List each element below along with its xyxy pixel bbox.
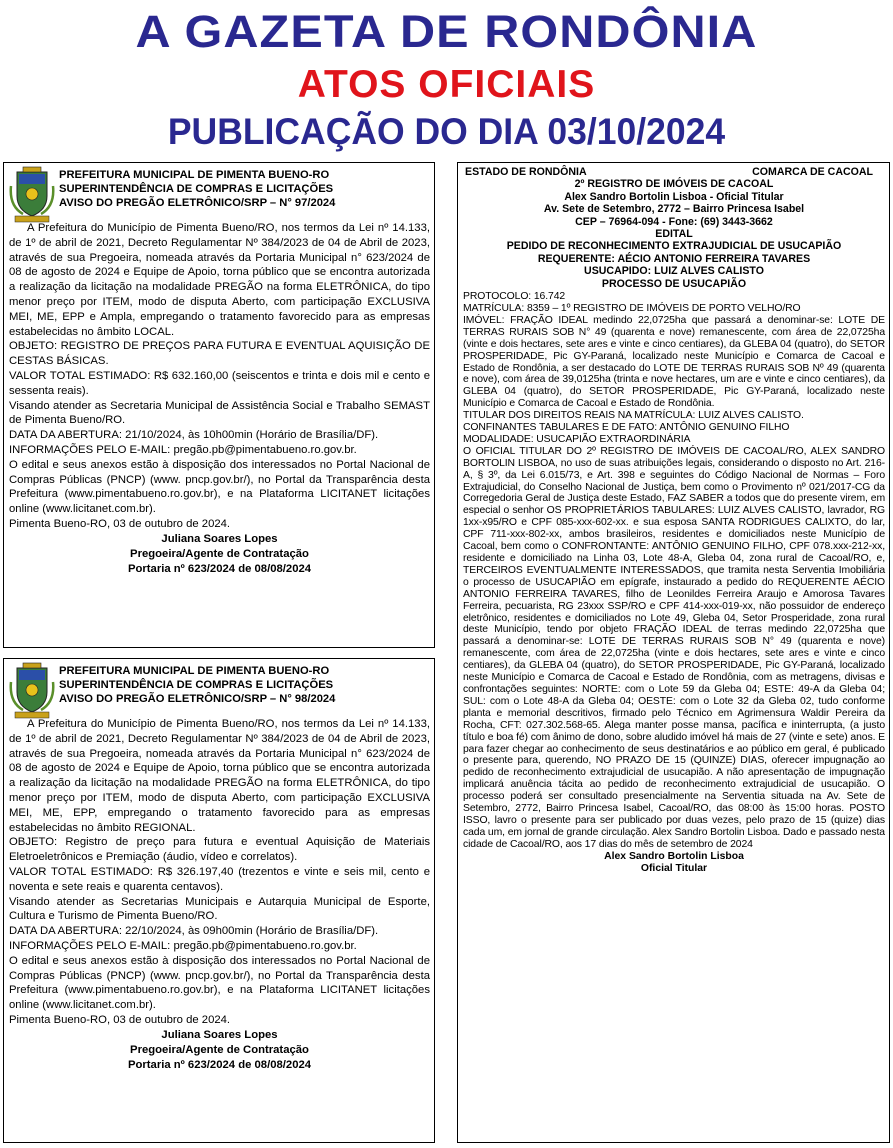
signature-role: Pregoeira/Agente de Contratação <box>130 1043 309 1056</box>
notice-header-line: AVISO DO PREGÃO ELETRÔNICO/SRP – N° 97/2024 <box>59 197 336 209</box>
municipal-crest-icon <box>9 662 55 720</box>
edital-requester: REQUERENTE: AÉCIO ANTONIO FERREIRA TAVARES <box>537 252 811 265</box>
registry-edital-box <box>457 162 890 1143</box>
signature-name: Juliana Soares Lopes <box>161 1028 278 1041</box>
notice-paragraph: DATA DA ABERTURA: 21/10/2024, às 10h00min (Horário de Brasília/DF). <box>9 429 379 442</box>
publication-date: PUBLICAÇÃO DO DIA 03/10/2024 <box>167 111 726 152</box>
registry-paragraph: CONFINANTES TABULARES E DE FATO: ANTÔNIO GENUINO FILHO <box>463 422 790 434</box>
registry-paragraph: O OFICIAL TITULAR DO 2º REGISTRO DE IMÓVEIS DE CACOAL/RO, ALEX SANDRO BORTOLIN LISBOA, no uso de suas atribuições legais, considerando o disposto no Art. 216-A, § 3º, da Lei 6.015/73, e Art. 398 e seguintes do Código Nacional de Normas – Foro Extrajudicial, do Conselho Nacional de Justiça, bem como o Provimento nº 021/2017-CG da Corregedoria Geral de Justiça deste Estado, FAZ SABER a todos que do presente virem, em especial o senhor OS PROPRIETÁRIOS TABULARES: LUIZ ALVES CALISTO, lavrador, RG 1xx-x95/RO e CPF 085-xxx-602-xx. e sua esposa SANTA RODRIGUES CALIXTO, do lar, CPF 711-xxx-802-xx, ambos brasileiros, residentes e domiciliados neste Município de Cacoal, bem como o CONFRONTANTE: ANTÔNIO GENUINO FILHO, CPF 078.xxx-212-xx, residente e domiciliado na Linha 03, Lote 48-A, Gleba 04, zona rural de Cacoal/RO, e, TERCEIROS EVENTUALMENTE INTERESSADOS, que tramita nesta Serventia Imobiliária o processo de USUCAPIÃO em epígrafe, instaurado a pedido do REQUERENTE AÉCIO ANTONIO FERREIRA TAVARES, filho de Leonildes Ferreira Araujo e Amorosa Tavares Ferreira, pecuarista, RG 23xxx SSP/RO e CPF 414-xxx-019-xx, não possuidor de endereço eletrônico, residentes e domiciliados no Lote 49, Gleba 04, Setor Prosperidade, zona rural deste Município, tendo por objeto FRAÇÃO IDEAL de terras medindo 22,0725ha que passará a denominar-se: LOTE DE TERRAS RURAIS SOB N° 49 (quarenta e nove) remanescente, com área de 22,0725ha (vinte e dois hectares, sete ares e vinte e cinco centiares), da GLEBA 04 (quatro), do SETOR PROSPERIDADE, Pic GY-Paraná, localizado neste Município e Comarca de Cacoal e Estado de Rondônia, com as metragens, divisas e confrontações seguintes: NORTE: com o Lote 59 da Gleba 04; ESTE: 49-A da Gleba 04; SUL: com o Lote 48-A da Gleba 04; OESTE: com o Lote 32 da Gleba 02, tudo conforme planta e memorial descritivos, firmado pelo Técnico em Agrimensura Waldir Pereira da Rocha, CFT: 027.302.568-65. Alega manter posse mansa, pacífica e ininterrupta, (a justo título e boa fé) com ânimo de dono, sobre aludido imóvel há mais de 27 (vinte e sete) anos. E para fazer chegar ao conhecimento de seus destinatários e ao público em geral, é publicado o presente para, querendo, NO PRAZO DE 15 (QUINZE) DIAS, oferecer impugnação ao pedido de reconhecimento extrajudicial de usucapião. A não apresentação de impugnação implicará anuência tácita ao pedido de reconhecimento extrajudicial de usucapião. O processo poderá ser consultado presencialmente na Serventia situada na Av. Sete de Setembro, 2772, Bairro Princesa Isabel, Cacoal/RO, das 08:00 às 15:00 horas. POSTO ISSO, lavro o presente para ser publicado por duas vezes, pelo prazo de 15 (quize) dias cada um, em jornal de grande circulação. Alex Sandro Bortolin Lisboa. Dado e passado nesta cidade de Cacoal/RO, aos 17 dias do mês de setembro de 2024 <box>463 445 885 850</box>
notice-body <box>9 221 430 532</box>
newspaper-title: A GAZETA DE RONDÔNIA <box>135 6 758 57</box>
signature-role: Oficial Titular <box>640 862 708 874</box>
notice-header-line: SUPERINTENDÊNCIA DE COMPRAS E LICITAÇÕES <box>59 679 334 691</box>
notice-paragraph: Pimenta Bueno-RO, 03 de outubro de 2024. <box>9 517 231 530</box>
edital-usucapido: USUCAPIDO: LUIZ ALVES CALISTO <box>584 265 764 278</box>
registry-comarca: COMARCA DE CACOAL <box>752 166 873 178</box>
registry-paragraph: MODALIDADE: USUCAPIÃO EXTRAORDINÁRIA <box>463 433 691 445</box>
notice-paragraph: Pimenta Bueno-RO, 03 de outubro de 2024. <box>9 1013 231 1026</box>
registry-body <box>463 291 885 851</box>
registry-state: ESTADO DE RONDÔNIA <box>465 166 587 178</box>
notice-paragraph: Visando atender as Secretarias Municipais e Autarquia Municipal de Esporte, Cultura e Turismo de Pimenta Bueno/RO. <box>9 895 430 923</box>
registry-officer: Alex Sandro Bortolin Lisboa - Oficial Titular <box>564 190 784 203</box>
municipal-crest-icon <box>9 166 55 224</box>
notice-paragraph: VALOR TOTAL ESTIMADO: R$ 632.160,00 (seiscentos e trinta e dois mil e cento e sessenta reais). <box>9 369 430 397</box>
notice-paragraph: OBJETO: REGISTRO DE PREÇOS PARA FUTURA E EVENTUAL AQUISIÇÃO DE CESTAS BÁSICAS. <box>9 340 430 368</box>
signature-name: Alex Sandro Bortolin Lisboa <box>604 850 744 862</box>
signature-ordinance: Portaria nº 623/2024 de 08/08/2024 <box>127 562 312 575</box>
section-title: ATOS OFICIAIS <box>297 63 596 106</box>
notice-paragraph: A Prefeitura do Município de Pimenta Bueno/RO, nos termos da Lei nº 14.133, de 1º de abril de 2021, Decreto Regulamentar Nº 384/2023 de 04 de Abril de 2023, através de sua Pregoeira, nomeada através da Portaria Municipal n° 623/2024 de 08 de agosto de 2024 e Equipe de Apoio, torna público que se encontra autorizada a realização da licitação na modalidade PREGÃO na forma ELETRÔNICA, do tipo menor preço por ITEM, modo de disputa Aberto, com participação EXCLUSIVA MEI, ME, EPP, empregando o tratamento favorecido para as empresas estabelecidas no âmbito REGIONAL. <box>9 718 430 834</box>
notice-header <box>9 166 430 224</box>
edital-process: PROCESSO DE USUCAPIÃO <box>601 277 747 290</box>
registry-paragraph: IMÓVEL: FRAÇÃO IDEAL medindo 22,0725ha que passará a denominar-se: LOTE DE TERRAS RURAIS SOB N° 49 (quarenta e nove) remanescente, com área de 22,0725ha (vinte e dois hectares, sete ares e vinte e cinco centiares), da GLEBA 04 (quatro), do SETOR PROSPERIDADE, Pic GY-Paraná, localizado neste Município e Comarca de Cacoal e Estado de Rondônia, a ser destacado do LOTE DE TERRAS RURAIS SOB Nº 49 (quarenta e nove), com área de 39,0125ha (trinta e nove hectares, um are e vinte e cinco centiares), da GLEBA 04 (quatro), do SETOR PROSPERIDADE, Pic GY-Paraná, localizado neste Município e Comarca de Cacoal e Estado de Rondônia. <box>463 314 885 410</box>
notice-paragraph: O edital e seus anexos estão à disposição dos interessados no Portal Nacional de Compras Públicas (PNCP) (www. pncp.gov.br/), no Portal da Transparência desta Prefeitura (www.pimentabueno.ro.gov.br), e na Plataforma LICITANET licitações online (www.licitanet.com.br). <box>9 458 430 516</box>
registry-address: Av. Sete de Setembro, 2772 – Bairro Princesa Isabel <box>543 203 805 216</box>
notice-body <box>9 717 430 1028</box>
notice-header <box>9 662 430 720</box>
notice-signature <box>9 1028 430 1073</box>
notice-box-98 <box>3 658 435 1143</box>
registry-paragraph: PROTOCOLO: 16.742 <box>463 291 566 303</box>
registry-contact: CEP – 76964-094 - Fone: (69) 3443-3662 <box>575 215 773 228</box>
registry-office: 2º REGISTRO DE IMÓVEIS DE CACOAL <box>574 178 774 191</box>
notice-paragraph: O edital e seus anexos estão à disposição dos interessados no Portal Nacional de Compras Públicas (PNCP) (www. pncp.gov.br/), no Portal da Transparência desta Prefeitura (www.pimentabueno.ro.gov.br), e na Plataforma LICITANET licitações online (www.licitanet.com.br). <box>9 954 430 1012</box>
registry-paragraph: TITULAR DOS DIREITOS REAIS NA MATRÍCULA: LUIZ ALVES CALISTO. <box>463 410 804 422</box>
edital-subject: PEDIDO DE RECONHECIMENTO EXTRAJUDICIAL DE USUCAPIÃO <box>506 240 842 253</box>
notice-header-line: AVISO DO PREGÃO ELETRÔNICO/SRP – N° 98/2024 <box>59 693 336 705</box>
notice-paragraph: A Prefeitura do Município de Pimenta Bueno/RO, nos termos da Lei nº 14.133, de 1º de abril de 2021, Decreto Regulamentar Nº 384/2023 de 04 de Abril de 2023, através de sua Pregoeira, nomeada através da Portaria Municipal n° 623/2024 de 08 de agosto de 2024 e Equipe de Apoio, torna público que se encontra autorizada a realização da licitação na modalidade PREGÃO na forma ELETRÔNICA, do tipo menor preço por ITEM, modo de disputa Aberto, com participação EXCLUSIVA MEI, ME, EPP e Ampla, empregando o tratamento favorecido para as empresas estabelecidas no âmbito LOCAL. <box>9 222 430 338</box>
notice-header-line: PREFEITURA MUNICIPAL DE PIMENTA BUENO-RO <box>59 665 330 677</box>
registry-signature <box>463 851 885 875</box>
notice-header-line: PREFEITURA MUNICIPAL DE PIMENTA BUENO-RO <box>59 169 330 181</box>
notice-paragraph: DATA DA ABERTURA: 22/10/2024, às 09h00min (Horário de Brasília/DF). <box>9 925 379 938</box>
signature-role: Pregoeira/Agente de Contratação <box>130 547 309 560</box>
notice-box-97 <box>3 162 435 648</box>
notice-paragraph: INFORMAÇÕES PELO E-MAIL: pregão.pb@pimentabueno.ro.gov.br. <box>9 443 357 456</box>
signature-ordinance: Portaria nº 623/2024 de 08/08/2024 <box>127 1058 312 1071</box>
notice-paragraph: Visando atender as Secretaria Municipal de Assistência Social e Trabalho SEMAST de Pimenta Bueno/RO. <box>9 399 430 427</box>
notice-paragraph: OBJETO: Registro de preço para futura e eventual Aquisição de Materiais Eletroeletrônicos e Premiação (áudio, vídeo e correlatos). <box>9 836 430 864</box>
notice-header-line: SUPERINTENDÊNCIA DE COMPRAS E LICITAÇÕES <box>59 183 334 195</box>
signature-name: Juliana Soares Lopes <box>161 532 278 545</box>
edital-title: EDITAL <box>655 228 693 241</box>
notice-paragraph: INFORMAÇÕES PELO E-MAIL: pregão.pb@pimentabueno.ro.gov.br. <box>9 939 357 952</box>
notice-signature <box>9 532 430 577</box>
notice-paragraph: VALOR TOTAL ESTIMADO: R$ 326.197,40 (trezentos e vinte e seis mil, cento e noventa e sete reais e quarenta centavos). <box>9 865 430 893</box>
registry-header <box>463 166 885 290</box>
registry-paragraph: MATRÍCULA: 8359 – 1º REGISTRO DE IMÓVEIS DE PORTO VELHO/RO <box>463 302 801 314</box>
